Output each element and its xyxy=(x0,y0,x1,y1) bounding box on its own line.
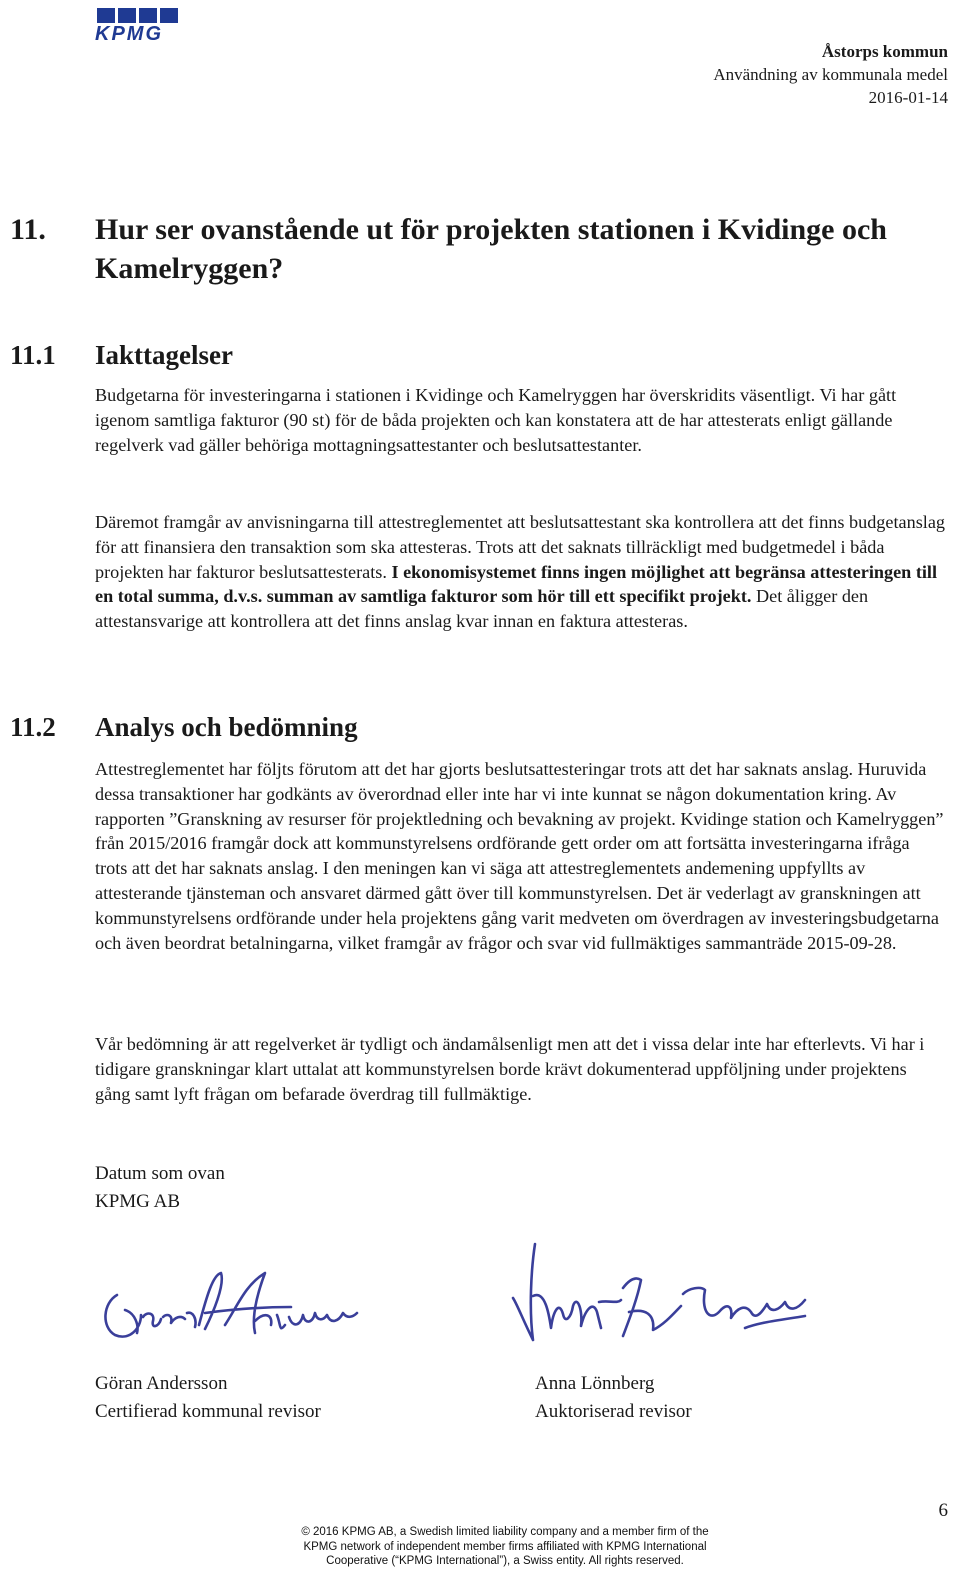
paragraph-text: Däremot framgår av anvisningarna till attestreglementet att beslutsattestant ska kontrollera att det finns budgetanslag för att finansiera den transaktion som ska attesteras. Trots att det saknats tillräckligt med budgetmedel i båda projekten har fakturor beslutsattesterats. xyxy=(95,512,945,582)
signature-anna-lonnberg xyxy=(505,1240,825,1370)
legal-footer xyxy=(280,1525,730,1569)
svg-text:KPMG: KPMG xyxy=(95,23,163,42)
document-header xyxy=(713,40,948,109)
page-number: 6 xyxy=(938,1500,948,1521)
closing-block xyxy=(95,1160,945,1216)
paragraph xyxy=(95,510,945,634)
paragraph-bold-text: I ekonomisystemet finns ingen möjlighet att begränsa attesteringen till en total summa, d.v.s. summan av samtliga fakturor som hör till ett specifikt projekt. xyxy=(95,561,938,607)
closing-company: KPMG AB xyxy=(95,1191,180,1212)
paragraph: Vår bedömning är att regelverket är tydligt och ändamålsenligt men att det i vissa delar inte har efterlevts. Vi har i tidigare granskningar klart uttalat att kommunstyrelsen borde krävt dokumenterad uppföljning under projektens gång samt lyft frågan om befarade överdrag till fullmäktige. xyxy=(95,1034,925,1104)
subsection-number: 11.1 xyxy=(10,340,56,370)
footer-line: Cooperative (“KPMG International”), a Swiss entity. All rights reserved. xyxy=(326,1555,684,1567)
subsection-title: Analys och bedömning xyxy=(95,712,358,742)
header-subject: Användning av kommunala medel xyxy=(713,65,948,84)
subsection-title: Iakttagelser xyxy=(95,340,233,370)
header-organization: Åstorps kommun xyxy=(821,42,948,61)
signatory-name: Anna Lönnberg xyxy=(535,1373,655,1394)
subsection-number: 11.2 xyxy=(10,712,56,742)
section-title: Hur ser ovanstående ut för projekten stationen i Kvidinge och Kamelryggen? xyxy=(95,213,887,285)
section-number: 11. xyxy=(10,213,46,246)
signatory-2 xyxy=(535,1370,692,1426)
signatory-1 xyxy=(95,1370,321,1426)
header-date: 2016-01-14 xyxy=(868,88,948,107)
paragraph: Attestreglementet har följts förutom att det har gjorts beslutsattesteringar trots att det har saknats anslag. Huruvida dessa transaktioner har godkänts av överordnad eller inte har vi inte kunnat se någon dokumentation kring. Av rapporten ”Granskning av resurser för projektledning och bevakning av projekt. Kvidinge station och Kamelryggen” från 2015/2016 framgår dock att kommunstyrelsens ordförande gett order om att fortsätta investeringarna ifråga trots att det har saknats anslag. I den meningen kan vi säga att attestreglementets andemening uppfyllts av attesterande tjänsteman och ansvaret därmed gått över till kommunstyrelsen. Det är vederlagt av granskningen att kommunstyrelsens ordförande under hela projektens gång varit medveten om överdragen av investeringsbudgetarna och även beordrat betalningarna, vilket framgår av frågor och svar vid fullmäktiges sammanträde 2015-09-28. xyxy=(95,759,944,953)
paragraph: Budgetarna för investeringarna i stationen i Kvidinge och Kamelryggen har överskridits väsentligt. Vi har gått igenom samtliga fakturor (90 st) för de båda projekten och kan konstatera att de har attesterats enligt gällande regelverk vad gäller behöriga mottagningsattestanter och beslutsattestanter. xyxy=(95,385,897,455)
signatory-name: Göran Andersson xyxy=(95,1373,228,1394)
footer-line: KPMG network of independent member firms affiliated with KPMG International xyxy=(303,1540,707,1553)
kpmg-logo xyxy=(95,8,185,42)
signatory-title: Certifierad kommunal revisor xyxy=(95,1401,321,1422)
signatory-title: Auktoriserad revisor xyxy=(535,1401,692,1422)
paragraph-text: Det åligger den attestansvarige att kontrollera att det finns anslag kvar innan en faktura attesteras. xyxy=(95,586,869,632)
footer-line: © 2016 KPMG AB, a Swedish limited liability company and a member firm of the xyxy=(301,1526,709,1538)
closing-date-line: Datum som ovan xyxy=(95,1163,225,1184)
signature-goran-andersson xyxy=(95,1255,385,1365)
